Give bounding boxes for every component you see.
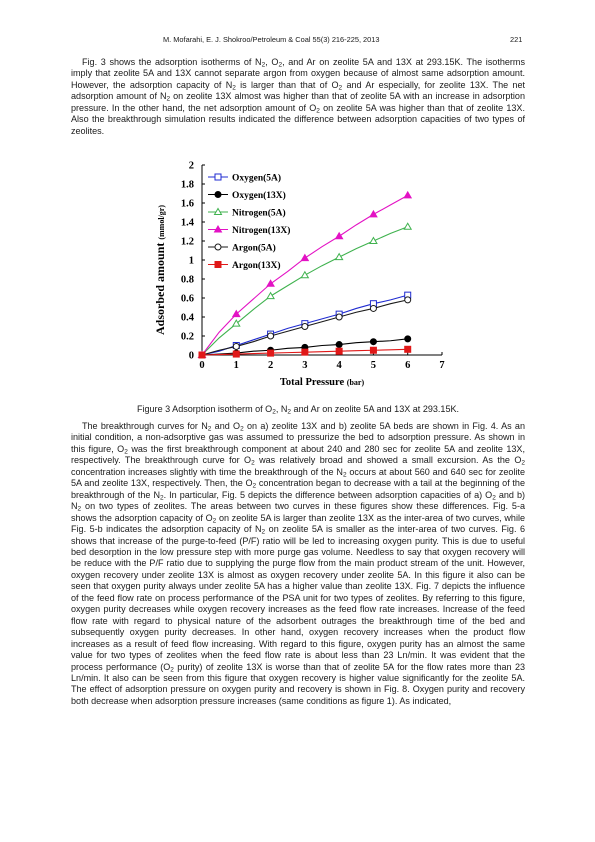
paragraph-1: Fig. 3 shows the adsorption isotherms of $N_2$, $O_2$, and Ar on zeolite 5A and 13X at 293.15K. The isotherms imply that zeolite 5A and 13X cannot separate argon from oxygen because of almost same adsorption amount. However, the adsorption capacity of $N_2$ is larger than that of $O_2$ and Ar especially, for zeolite 13X. The net adsorption amount of $N_2$ on zeolite 13X almost was higher than that of zeolite 5A with an increase in adsorption pressure. In the other hand, the net adsorption amount of $O_2$ on zeolite 5A was higher than that of zeolite 13X. Also the breakthrough simulation results indicated the difference between adsorption capacities of two types of zeolites. <box>71 57 526 136</box>
data-point <box>199 352 205 358</box>
x-tick-label: 5 <box>370 360 377 371</box>
data-point <box>370 211 377 217</box>
data-point <box>405 346 411 352</box>
series-nitrogen-5a <box>199 223 412 357</box>
running-head: M. Mofarahi, E. J. Shokroo/Petroleum & Coal 55(3) 216-225, 2013 <box>163 35 380 44</box>
legend-label: Nitrogen(13X) <box>232 226 291 236</box>
x-tick-label: 4 <box>336 360 342 371</box>
y-axis-unit: (mmol/gr) <box>157 204 166 240</box>
data-point <box>404 192 411 198</box>
data-point <box>215 244 221 250</box>
legend-label: Oxygen(13X) <box>232 191 286 201</box>
data-point <box>370 305 376 311</box>
chart-axes <box>153 161 445 389</box>
data-point <box>215 192 221 198</box>
x-tick-label: 6 <box>405 360 411 371</box>
y-tick-label: 1.8 <box>180 179 194 191</box>
y-tick-label: 0.4 <box>180 312 194 324</box>
data-point <box>405 297 411 303</box>
y-axis-label: Adsorbed amount (mmol/gr) <box>153 204 167 336</box>
x-axis-label: Total Pressure (bar) <box>279 377 365 388</box>
chart-legend <box>208 173 290 272</box>
data-point <box>267 280 274 286</box>
data-point <box>405 336 411 342</box>
y-tick-label: 1.6 <box>180 198 194 210</box>
y-tick-label: 1.4 <box>180 217 194 229</box>
data-point <box>233 343 239 349</box>
data-point <box>336 342 342 348</box>
y-tick-label: 0.6 <box>180 293 194 305</box>
paragraph-2: The breakthrough curves for $N_2$ and $O_2$ on a) zeolite 13X and b) zeolite 5A beds are shown in Fig. 4. As an initial condition, a non-adsorptive gas was assumed to pressurize the bed to adsorption pressure. As shown in this figure, $O_2$ was the first breakthrough component at about 240 and 280 sec for zeolite 5A and zeolite 13X, respectively. The breakthrough curve for $O_2$ was relatively broad and showed a small excursion. As the $O_2$ concentration increases slightly with time the breakthrough of the $N_2$ occurs at about 560 and 640 sec for zeolite 5A and zeolite 13X, respectively. Then, the $O_2$ concentration began to decrease with a tail at the beginning of the breakthrough of the $N_2$. In particular, Fig. 5 depicts the difference between adsorption capacities of a) $O_2$ and b) $N_2$ on two types of zeolites. The areas between two curves in these figures show these differences. Fig. 5-a shows the adsorption capacity of $O_2$ on zeolite 5A is larger than zeolite 13X as the inter-area of two curves, while Fig. 5-b indicates the adsorption capacity of $N_2$ on zeolite 5A is smaller as the inter-area of two curves. Fig. 6 shows that increase of the purge-to-feed (P/F) ratio will be led to increasing oxygen purity. This is due to useful bed desorption in the low pressure step with more purge gas volume. Needless to say that oxygen recovery will be reduce with the P/F ratio due to supplying the purge flow from the main product stream of the unit. However, oxygen recovery under zeolite 13X is almost as oxygen recovery under zeolite 5A. In this figure it also can be seen that oxygen purity always under zeolite 5A has a higher value than zeolite 13X. Fig. 7 depicts the influence of the feed flow rate on process performance of the PSA unit for two types of zeolites. By referring to this figure, oxygen purity decreases while oxygen recovery increases as the feed flow rate increases. Increase of the feed flow rate with regard to physical nature of the adsorbent outrages the breakthrough time of the bed and subsequently oxygen purity decreases. In other hand, oxygen recovery increases when the product flow increases as a result of feed flow increasing. With regard to this figure, oxygen purity has an almost the same value for two types of zeolites when the feed flow rate is about less than 23 Ln/min. It was evident that the process performance ($O_2$ purity) of zeolite 13X is worse than that of zeolite 5A for the flow rates more than 23 Ln/min. It also can be seen from this figure that oxygen recovery is higher value significantly for the zeolite 5A. The effect of adsorption pressure on oxygen purity and recovery is shown in Fig. 8. Oxygen purity and recovery both decrease when adsorption pressure increases (same conditions as figure 1). As indicated, <box>71 421 526 706</box>
data-point <box>404 223 411 229</box>
data-point <box>215 174 221 180</box>
legend-label: Argon(13X) <box>232 261 281 271</box>
data-point <box>268 333 274 339</box>
y-tick-label: 0.2 <box>180 331 194 343</box>
legend-label: Oxygen(5A) <box>232 173 282 184</box>
legend-entry <box>208 225 290 236</box>
data-point <box>215 262 221 268</box>
x-tick-label: 2 <box>267 360 274 371</box>
y-tick-label: 0 <box>188 350 194 362</box>
x-tick-label: 7 <box>439 360 445 371</box>
x-tick-label: 1 <box>233 360 239 371</box>
figure-caption: Figure 3 Adsorption isotherm of $O_2$, $N_2$ and Ar on zeolite 5A and 13X at 293.15K. <box>136 404 460 416</box>
x-tick-label: 0 <box>199 360 205 371</box>
x-tick-label: 3 <box>302 360 308 371</box>
y-tick-label: 1.2 <box>180 236 194 248</box>
y-tick-label: 1 <box>188 255 194 267</box>
data-point <box>268 350 274 356</box>
data-point <box>336 254 343 260</box>
legend-entry <box>208 260 281 271</box>
legend-label: Nitrogen(5A) <box>232 208 286 219</box>
data-point <box>233 351 239 357</box>
legend-label: Argon(5A) <box>232 243 276 254</box>
data-point <box>302 324 308 330</box>
data-point <box>370 347 376 353</box>
chart-series <box>199 192 412 358</box>
legend-entry <box>208 190 286 201</box>
data-point <box>336 348 342 354</box>
legend-entry <box>208 243 276 254</box>
legend-entry <box>208 173 281 184</box>
data-point <box>267 293 274 299</box>
adsorption-isotherm-chart <box>150 156 450 401</box>
data-point <box>336 314 342 320</box>
page-number: 221 <box>510 35 523 44</box>
y-tick-label: 0.8 <box>180 274 194 286</box>
y-tick-label: 2 <box>188 160 194 172</box>
data-point <box>336 233 343 239</box>
data-point <box>302 349 308 355</box>
data-point <box>301 255 308 261</box>
x-axis-unit: (bar) <box>346 378 365 387</box>
legend-entry <box>208 208 286 219</box>
data-point <box>370 339 376 345</box>
data-point <box>301 272 308 278</box>
